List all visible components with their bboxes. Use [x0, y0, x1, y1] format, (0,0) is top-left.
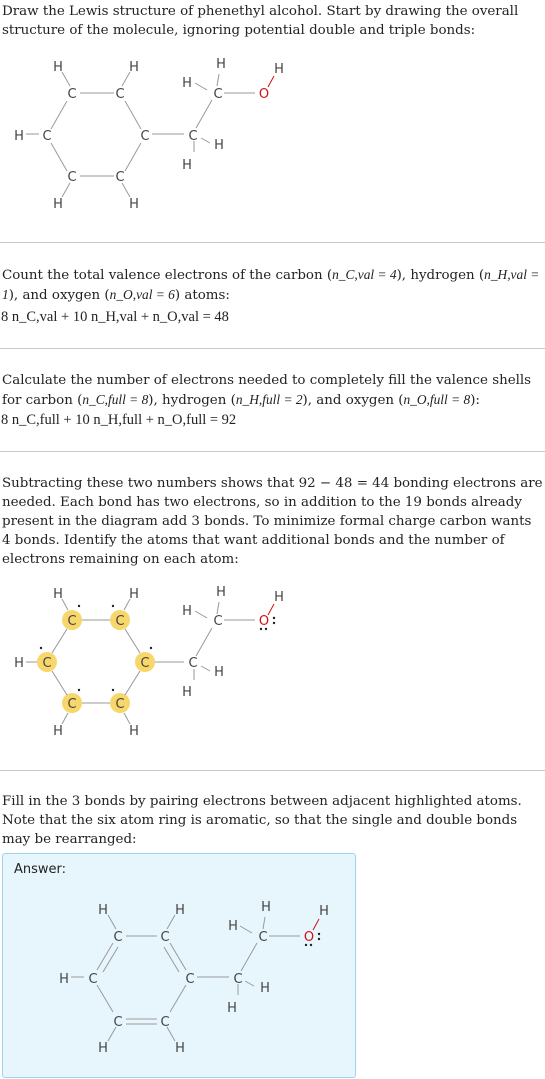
atom-labels — [59, 900, 329, 1056]
atom-h: H — [274, 62, 284, 77]
atom-h: H — [319, 904, 329, 919]
divider — [0, 348, 545, 349]
atom-c5: C — [113, 1015, 123, 1030]
divider — [0, 770, 545, 771]
atom-h: H — [175, 903, 185, 918]
atom-h: H — [274, 590, 284, 605]
atom-c6: C — [88, 972, 98, 987]
molecule-diagram-initial — [0, 52, 545, 222]
step1-text: Draw the Lewis structure of phenethyl alcohol. Start by drawing the overall structure of the molecule, ignoring potential double and triple bonds: — [2, 4, 519, 38]
step5-text: Fill in the 3 bonds by pairing electrons between adjacent highlighted atoms. Note that the six atom ring is aromatic, so that the single and double bonds may be rearranged: — [2, 794, 522, 847]
oxygen-val: n_O,val = 6 — [109, 287, 175, 302]
atom-h: H — [59, 972, 69, 987]
step3-equation: 8 n_C,full + 10 n_H,full + n_O,full = 92 — [1, 412, 237, 428]
atom-c7: C — [233, 972, 243, 987]
atom-c4: C — [115, 697, 125, 712]
atom-c3: C — [140, 129, 150, 144]
carbon-full: n_C,full = 8 — [82, 392, 149, 407]
bonds — [26, 72, 274, 197]
atom-labels — [14, 57, 284, 212]
atom-h: H — [228, 919, 238, 934]
atom-c6: C — [42, 656, 52, 671]
highlights — [37, 610, 155, 713]
atom-h: H — [261, 900, 271, 915]
hydrogen-val: n_H,val = 1 — [2, 267, 540, 302]
atom-c4: C — [160, 1015, 170, 1030]
atom-o: O — [303, 930, 315, 945]
hydrogen-full: n_H,full = 2 — [235, 392, 303, 407]
bonds — [71, 915, 319, 1041]
atom-o: O — [258, 614, 270, 629]
atom-h: H — [53, 197, 63, 212]
divider — [0, 242, 545, 243]
atom-c4: C — [115, 170, 125, 185]
atom-c8: C — [213, 87, 223, 102]
atom-h: H — [129, 724, 139, 739]
atom-h: H — [129, 60, 139, 75]
atom-h: H — [216, 585, 226, 600]
atom-h: H — [129, 587, 139, 602]
atom-h: H — [53, 587, 63, 602]
atom-h: H — [182, 158, 192, 173]
molecule-diagram-answer — [0, 895, 545, 1065]
atom-h: H — [98, 903, 108, 918]
step4-text: Subtracting these two numbers shows that 92 − 48 = 44 bonding electrons are needed. Each bond has two electrons, so in addition to the 19 bonds already present in the diagram add 3 bonds. To minimize formal charge carbon wants 4 bonds. Identify the atoms that want additional bonds and the number of electrons remaining on each atom: — [2, 476, 543, 567]
step2-equation: 8 n_C,val + 10 n_H,val + n_O,val = 48 — [1, 309, 229, 325]
atom-c3: C — [185, 972, 195, 987]
atom-h: H — [182, 604, 192, 619]
atom-c5: C — [67, 170, 77, 185]
atom-c1: C — [67, 614, 77, 629]
atom-c5: C — [67, 697, 77, 712]
atom-h: H — [214, 138, 224, 153]
atom-c8: C — [258, 930, 268, 945]
atom-h: H — [182, 76, 192, 91]
atom-h: H — [216, 57, 226, 72]
atom-c1: C — [67, 87, 77, 102]
atom-c1: C — [113, 930, 123, 945]
atom-c8: C — [213, 614, 223, 629]
atom-o: O — [258, 87, 270, 102]
atom-c3: C — [140, 656, 150, 671]
atom-h: H — [175, 1041, 185, 1056]
atom-c6: C — [42, 129, 52, 144]
atom-h: H — [98, 1041, 108, 1056]
step3-text: Calculate the number of electrons needed to completely fill the valence shells for carbon (n_C,full = 8), hydrogen (n_H,full = 2), and oxygen (n_O,full = 8): — [2, 373, 532, 408]
atom-h: H — [214, 665, 224, 680]
atom-h: H — [14, 129, 24, 144]
step2-text: Count the total valence electrons of the carbon (n_C,val = 4), hydrogen (n_H,val = 1), and oxygen (n_O,val = 6) atoms: — [2, 267, 540, 303]
carbon-val: n_C,val = 4 — [332, 267, 397, 282]
atom-h: H — [227, 1001, 237, 1016]
atom-c2: C — [160, 930, 170, 945]
atom-c2: C — [115, 87, 125, 102]
atom-h: H — [129, 197, 139, 212]
atom-c7: C — [188, 129, 198, 144]
atom-h: H — [53, 60, 63, 75]
atom-h: H — [182, 685, 192, 700]
atom-h: H — [53, 724, 63, 739]
answer-label: Answer: — [14, 862, 67, 877]
molecule-diagram-highlighted — [0, 578, 545, 748]
atom-c2: C — [115, 614, 125, 629]
atom-h: H — [14, 656, 24, 671]
atom-h: H — [260, 981, 270, 996]
divider — [0, 451, 545, 452]
oxygen-full: n_O,full = 8 — [403, 392, 471, 407]
atom-c7: C — [188, 656, 198, 671]
